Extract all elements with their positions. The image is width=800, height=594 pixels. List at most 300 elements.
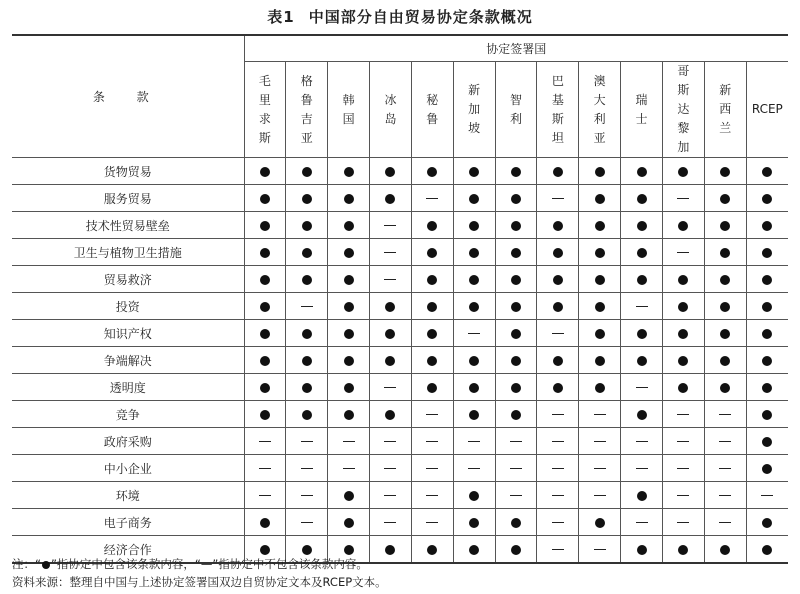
clause-cell: [453, 401, 495, 428]
included-dot-icon: [302, 410, 312, 420]
clause-name: 技术性贸易壁垒: [12, 212, 244, 239]
table-body: [12, 158, 788, 564]
clause-cell: [495, 401, 537, 428]
clause-cell: [244, 239, 286, 266]
clause-cell: [662, 455, 704, 482]
fta-clause-table: [12, 34, 788, 564]
clause-cell: [495, 320, 537, 347]
clause-cell: [411, 212, 453, 239]
clause-cell: [537, 401, 579, 428]
clause-cell: [453, 320, 495, 347]
clause-cell: [662, 293, 704, 320]
included-dot-icon: [762, 329, 772, 339]
not-included-dash-icon: [384, 225, 396, 227]
clause-cell: [286, 212, 328, 239]
included-dot-icon: [385, 194, 395, 204]
clause-cell: [704, 428, 746, 455]
not-included-dash-icon: [636, 306, 648, 308]
not-included-dash-icon: [594, 468, 606, 470]
included-dot-icon: [427, 383, 437, 393]
included-dot-icon: [595, 356, 605, 366]
clause-cell: [453, 293, 495, 320]
clause-cell: [746, 320, 788, 347]
included-dot-icon: [469, 356, 479, 366]
included-dot-icon: [720, 221, 730, 231]
not-included-dash-icon: [677, 252, 689, 254]
included-dot-icon: [678, 275, 688, 285]
included-dot-icon: [344, 167, 354, 177]
clause-cell: [746, 455, 788, 482]
included-dot-icon: [553, 275, 563, 285]
clause-cell: [746, 428, 788, 455]
clause-cell: [662, 239, 704, 266]
country-header: [537, 62, 579, 158]
clause-cell: [453, 212, 495, 239]
clause-cell: [621, 239, 663, 266]
clause-cell: [370, 185, 412, 212]
clause-name: 竞争: [12, 401, 244, 428]
table-row: [12, 266, 788, 293]
clause-cell: [621, 320, 663, 347]
clause-cell: [662, 509, 704, 536]
clause-cell: [411, 293, 453, 320]
included-dot-icon: [511, 410, 521, 420]
table-row: [12, 482, 788, 509]
clause-cell: [621, 374, 663, 401]
clause-name: 贸易救济: [12, 266, 244, 293]
clause-cell: [495, 455, 537, 482]
clause-cell: [495, 293, 537, 320]
country-header: [370, 62, 412, 158]
table-title-text: 中国部分自由贸易协定条款概况: [308, 8, 533, 26]
included-dot-icon: [678, 302, 688, 312]
included-dot-icon: [511, 383, 521, 393]
country-header: [704, 62, 746, 158]
not-included-dash-icon: [552, 414, 564, 416]
not-included-dash-icon: [468, 468, 480, 470]
clause-cell: [537, 239, 579, 266]
clause-cell: [537, 347, 579, 374]
clause-cell: [286, 185, 328, 212]
included-dot-icon: [469, 302, 479, 312]
not-included-dash-icon: [594, 495, 606, 497]
included-dot-icon: [553, 356, 563, 366]
included-dot-icon: [762, 275, 772, 285]
clause-cell: [370, 428, 412, 455]
included-dot-icon: [469, 545, 479, 555]
clause-cell: [579, 401, 621, 428]
included-dot-icon: [762, 221, 772, 231]
not-included-dash-icon: [384, 279, 396, 281]
clause-cell: [746, 293, 788, 320]
included-dot-icon: [595, 383, 605, 393]
clause-cell: [411, 509, 453, 536]
included-dot-icon: [637, 221, 647, 231]
included-dot-icon: [553, 248, 563, 258]
included-dot-icon: [511, 275, 521, 285]
not-included-dash-icon: [719, 495, 731, 497]
clause-cell: [328, 185, 370, 212]
clause-cell: [370, 239, 412, 266]
included-dot-icon: [595, 275, 605, 285]
included-dot-icon: [260, 518, 270, 528]
included-dot-icon: [469, 221, 479, 231]
included-dot-icon: [720, 302, 730, 312]
clause-cell: [328, 428, 370, 455]
not-included-dash-icon: [719, 414, 731, 416]
included-dot-icon: [762, 437, 772, 447]
clause-cell: [286, 347, 328, 374]
country-header: [286, 62, 328, 158]
included-dot-icon: [762, 383, 772, 393]
included-dot-icon: [511, 329, 521, 339]
included-dot-icon: [762, 410, 772, 420]
country-name: 毛里求斯: [258, 73, 271, 145]
not-included-dash-icon: [719, 468, 731, 470]
clause-cell: [453, 158, 495, 185]
included-dot-icon: [469, 167, 479, 177]
included-dot-icon: [344, 518, 354, 528]
table-row: [12, 239, 788, 266]
included-dot-icon: [762, 518, 772, 528]
clause-cell: [286, 374, 328, 401]
included-dot-icon: [720, 329, 730, 339]
not-included-dash-icon: [259, 495, 271, 497]
table-row: [12, 374, 788, 401]
clause-name: 经济合作: [12, 536, 244, 564]
clause-cell: [328, 239, 370, 266]
clause-cell: [411, 428, 453, 455]
table-title: [0, 6, 800, 27]
clause-cell: [453, 347, 495, 374]
clause-cell: [286, 401, 328, 428]
clause-cell: [662, 320, 704, 347]
country-name: 冰岛: [384, 92, 397, 126]
clause-cell: [662, 428, 704, 455]
clause-cell: [286, 509, 328, 536]
clause-cell: [453, 509, 495, 536]
clause-cell: [453, 185, 495, 212]
included-dot-icon: [344, 248, 354, 258]
clause-cell: [370, 266, 412, 293]
included-dot-icon: [511, 194, 521, 204]
included-dot-icon: [260, 167, 270, 177]
included-dot-icon: [344, 302, 354, 312]
clause-name: 环境: [12, 482, 244, 509]
country-header: [495, 62, 537, 158]
clause-cell: [537, 320, 579, 347]
included-dot-icon: [302, 194, 312, 204]
table-row: [12, 158, 788, 185]
clause-cell: [453, 374, 495, 401]
included-dot-icon: [678, 329, 688, 339]
clause-cell: [621, 158, 663, 185]
country-header: [244, 62, 286, 158]
clause-cell: [370, 374, 412, 401]
country-header: [662, 62, 704, 158]
table-row: [12, 401, 788, 428]
clause-cell: [244, 212, 286, 239]
not-included-dash-icon: [636, 522, 648, 524]
country-name: 新西兰: [719, 83, 732, 135]
clause-cell: [704, 401, 746, 428]
clause-cell: [370, 347, 412, 374]
included-dot-icon: [260, 221, 270, 231]
clause-cell: [537, 212, 579, 239]
table-row: [12, 212, 788, 239]
country-name: 智利: [509, 92, 522, 126]
clause-cell: [495, 266, 537, 293]
not-included-dash-icon: [636, 468, 648, 470]
clause-cell: [370, 455, 412, 482]
table-row: [12, 320, 788, 347]
included-dot-icon: [720, 356, 730, 366]
included-dot-icon: [637, 329, 647, 339]
not-included-dash-icon: [719, 522, 731, 524]
not-included-dash-icon: [636, 387, 648, 389]
clause-cell: [537, 293, 579, 320]
included-dot-icon: [385, 329, 395, 339]
included-dot-icon: [595, 248, 605, 258]
clause-cell: [579, 428, 621, 455]
clause-cell: [328, 266, 370, 293]
included-dot-icon: [344, 410, 354, 420]
included-dot-icon: [385, 410, 395, 420]
country-name: 格鲁吉亚: [300, 73, 313, 145]
clause-cell: [286, 482, 328, 509]
clause-cell: [746, 482, 788, 509]
table-row: [12, 455, 788, 482]
clause-name: 政府采购: [12, 428, 244, 455]
clause-cell: [411, 401, 453, 428]
included-dot-icon: [427, 545, 437, 555]
included-dot-icon: [637, 491, 647, 501]
clause-cell: [537, 482, 579, 509]
clause-cell: [328, 347, 370, 374]
clause-cell: [244, 320, 286, 347]
clause-cell: [662, 374, 704, 401]
included-dot-icon: [595, 194, 605, 204]
clause-cell: [328, 401, 370, 428]
table-row: [12, 293, 788, 320]
clause-cell: [411, 266, 453, 293]
not-included-dash-icon: [677, 468, 689, 470]
included-dot-icon: [511, 518, 521, 528]
clause-cell: [537, 509, 579, 536]
table-notes: [12, 555, 792, 591]
clause-cell: [244, 185, 286, 212]
clause-cell: [411, 374, 453, 401]
clause-cell: [579, 455, 621, 482]
clause-cell: [746, 239, 788, 266]
included-dot-icon: [344, 545, 354, 555]
clause-cell: [621, 482, 663, 509]
clause-cell: [370, 158, 412, 185]
included-dot-icon: [637, 356, 647, 366]
included-dot-icon: [469, 248, 479, 258]
clause-cell: [453, 239, 495, 266]
not-included-dash-icon: [552, 441, 564, 443]
clause-cell: [579, 293, 621, 320]
included-dot-icon: [511, 248, 521, 258]
not-included-dash-icon: [761, 495, 773, 497]
clause-cell: [704, 239, 746, 266]
included-dot-icon: [469, 518, 479, 528]
not-included-dash-icon: [301, 306, 313, 308]
included-dot-icon: [427, 248, 437, 258]
clause-cell: [621, 293, 663, 320]
clause-cell: [704, 293, 746, 320]
included-dot-icon: [260, 302, 270, 312]
not-included-dash-icon: [426, 198, 438, 200]
included-dot-icon: [344, 491, 354, 501]
clause-cell: [328, 455, 370, 482]
clause-cell: [244, 428, 286, 455]
included-dot-icon: [678, 545, 688, 555]
included-dot-icon: [260, 248, 270, 258]
included-dot-icon: [720, 167, 730, 177]
included-dot-icon: [427, 275, 437, 285]
clause-cell: [579, 185, 621, 212]
country-name: 韩国: [342, 92, 355, 126]
clause-cell: [621, 212, 663, 239]
included-dot-icon: [595, 302, 605, 312]
not-included-dash-icon: [426, 495, 438, 497]
not-included-dash-icon: [384, 468, 396, 470]
included-dot-icon: [637, 275, 647, 285]
included-dot-icon: [260, 410, 270, 420]
clause-cell: [704, 320, 746, 347]
included-dot-icon: [511, 221, 521, 231]
clause-cell: [411, 455, 453, 482]
included-dot-icon: [302, 356, 312, 366]
clause-cell: [537, 428, 579, 455]
clause-name: 货物贸易: [12, 158, 244, 185]
included-dot-icon: [469, 194, 479, 204]
not-included-dash-icon: [301, 468, 313, 470]
included-dot-icon: [302, 167, 312, 177]
not-included-dash-icon: [552, 495, 564, 497]
clause-cell: [537, 374, 579, 401]
included-dot-icon: [637, 545, 647, 555]
not-included-dash-icon: [552, 468, 564, 470]
included-dot-icon: [762, 194, 772, 204]
clause-cell: [370, 320, 412, 347]
clause-column-header: 条 款: [12, 35, 244, 158]
clause-cell: [621, 428, 663, 455]
included-dot-icon: [344, 194, 354, 204]
included-dot-icon: [427, 221, 437, 231]
not-included-dash-icon: [510, 441, 522, 443]
included-dot-icon: [260, 194, 270, 204]
clause-cell: [662, 266, 704, 293]
clause-cell: [411, 482, 453, 509]
included-dot-icon: [385, 167, 395, 177]
not-included-dash-icon: [594, 441, 606, 443]
clause-name: 卫生与植物卫生措施: [12, 239, 244, 266]
not-included-dash-icon: [594, 414, 606, 416]
not-included-dash-icon: [343, 468, 355, 470]
included-dot-icon: [678, 167, 688, 177]
clause-cell: [244, 509, 286, 536]
legend-note: 注：“ ”指协定中包含该条款内容，“—”指协定中不包含该条款内容。: [12, 557, 368, 571]
included-dot-icon: [302, 221, 312, 231]
country-header: [621, 62, 663, 158]
not-included-dash-icon: [301, 495, 313, 497]
clause-cell: [704, 212, 746, 239]
clause-cell: [328, 482, 370, 509]
clause-cell: [662, 212, 704, 239]
included-dot-icon: [678, 356, 688, 366]
clause-cell: [286, 428, 328, 455]
clause-cell: [662, 158, 704, 185]
country-name: 巴基斯坦: [551, 73, 564, 145]
clause-cell: [244, 266, 286, 293]
not-included-dash-icon: [343, 441, 355, 443]
country-header: [579, 62, 621, 158]
not-included-dash-icon: [677, 441, 689, 443]
not-included-dash-icon: [426, 441, 438, 443]
clause-cell: [704, 482, 746, 509]
clause-cell: [537, 158, 579, 185]
clause-name: 中小企业: [12, 455, 244, 482]
clause-cell: [495, 347, 537, 374]
clause-cell: [244, 401, 286, 428]
included-dot-icon: [762, 545, 772, 555]
clause-cell: [704, 509, 746, 536]
not-included-dash-icon: [552, 549, 564, 551]
not-included-dash-icon: [301, 522, 313, 524]
included-dot-icon: [469, 410, 479, 420]
filled-dot-icon: [42, 561, 50, 569]
clause-cell: [286, 266, 328, 293]
not-included-dash-icon: [552, 198, 564, 200]
not-included-dash-icon: [677, 522, 689, 524]
not-included-dash-icon: [384, 252, 396, 254]
included-dot-icon: [762, 356, 772, 366]
table-number: 表1: [267, 8, 295, 26]
clause-cell: [704, 455, 746, 482]
clause-cell: [621, 401, 663, 428]
clause-cell: [453, 266, 495, 293]
country-name: 瑞士: [635, 92, 648, 126]
included-dot-icon: [595, 167, 605, 177]
clause-cell: [495, 509, 537, 536]
clause-name: 透明度: [12, 374, 244, 401]
not-included-dash-icon: [426, 468, 438, 470]
included-dot-icon: [302, 275, 312, 285]
included-dot-icon: [344, 275, 354, 285]
clause-cell: [495, 374, 537, 401]
clause-cell: [370, 212, 412, 239]
included-dot-icon: [553, 383, 563, 393]
clause-cell: [370, 482, 412, 509]
country-header: [328, 62, 370, 158]
included-dot-icon: [720, 275, 730, 285]
clause-cell: [370, 509, 412, 536]
not-included-dash-icon: [719, 441, 731, 443]
not-included-dash-icon: [468, 333, 480, 335]
clause-cell: [411, 185, 453, 212]
included-dot-icon: [344, 329, 354, 339]
included-dot-icon: [553, 302, 563, 312]
not-included-dash-icon: [426, 522, 438, 524]
included-dot-icon: [302, 383, 312, 393]
not-included-dash-icon: [468, 441, 480, 443]
clause-cell: [495, 158, 537, 185]
clause-cell: [495, 428, 537, 455]
clause-cell: [621, 347, 663, 374]
